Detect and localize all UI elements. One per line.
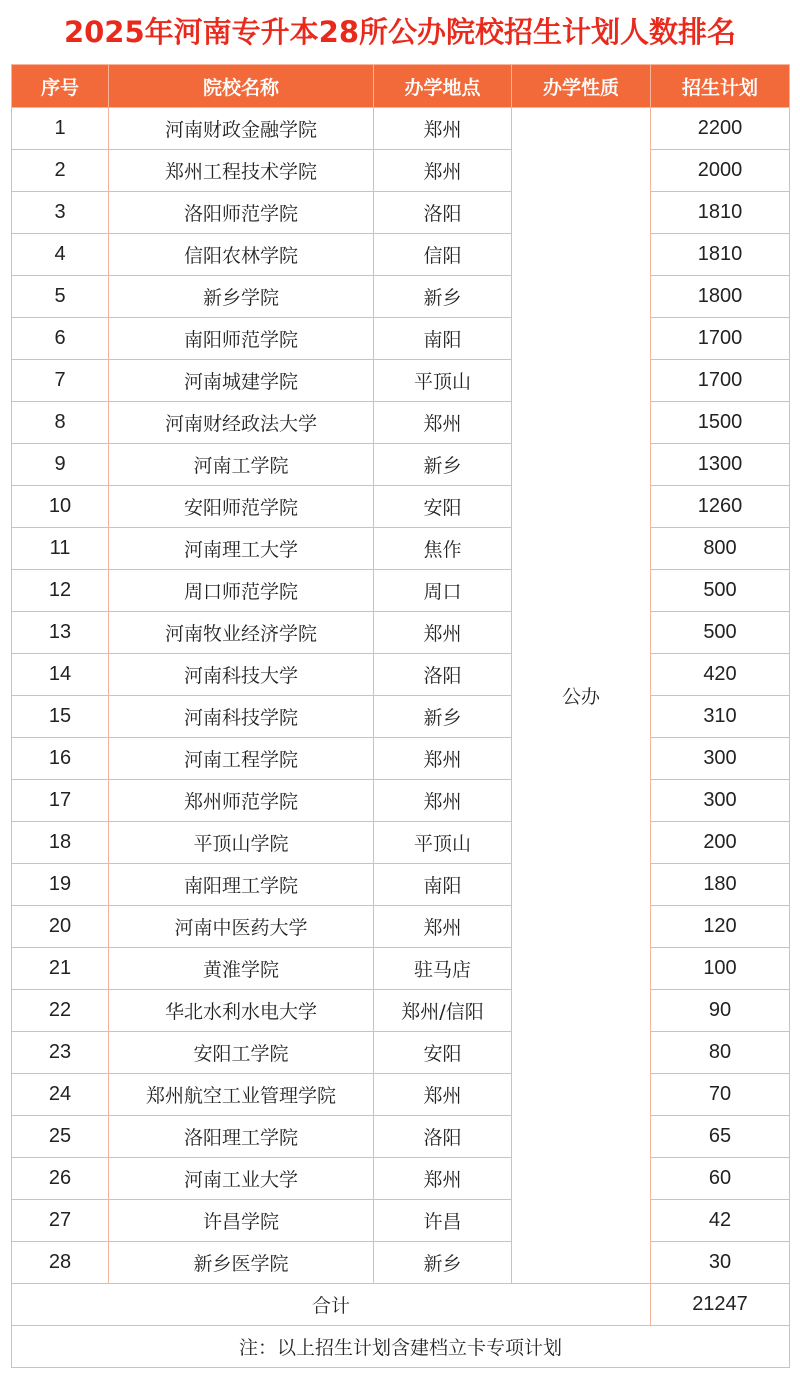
table-row xyxy=(12,780,790,822)
row-school-name: 洛阳理工学院 xyxy=(109,1116,374,1158)
row-location: 洛阳 xyxy=(374,1116,512,1158)
row-plan: 1700 xyxy=(651,360,790,402)
row-plan: 65 xyxy=(651,1116,790,1158)
row-no: 16 xyxy=(12,738,109,780)
row-no: 14 xyxy=(12,654,109,696)
row-location: 郑州 xyxy=(374,402,512,444)
row-no: 28 xyxy=(12,1242,109,1284)
row-location: 信阳 xyxy=(374,234,512,276)
row-plan: 60 xyxy=(651,1158,790,1200)
header-plan: 招生计划 xyxy=(651,65,790,108)
row-plan: 30 xyxy=(651,1242,790,1284)
table-row xyxy=(12,696,790,738)
row-school-name: 平顶山学院 xyxy=(109,822,374,864)
row-location: 郑州 xyxy=(374,1074,512,1116)
row-school-name: 河南理工大学 xyxy=(109,528,374,570)
row-location: 许昌 xyxy=(374,1200,512,1242)
row-school-name: 华北水利水电大学 xyxy=(109,990,374,1032)
table-row xyxy=(12,864,790,906)
row-school-name: 郑州工程技术学院 xyxy=(109,150,374,192)
row-no: 7 xyxy=(12,360,109,402)
table-row xyxy=(12,1074,790,1116)
table-header-row xyxy=(12,65,790,108)
table-row xyxy=(12,654,790,696)
row-plan: 1260 xyxy=(651,486,790,528)
table-row xyxy=(12,822,790,864)
row-location: 平顶山 xyxy=(374,360,512,402)
row-no: 6 xyxy=(12,318,109,360)
row-school-name: 河南财经政法大学 xyxy=(109,402,374,444)
row-school-name: 新乡学院 xyxy=(109,276,374,318)
row-school-name: 黄淮学院 xyxy=(109,948,374,990)
row-location: 安阳 xyxy=(374,486,512,528)
row-no: 5 xyxy=(12,276,109,318)
row-plan: 800 xyxy=(651,528,790,570)
row-location: 郑州 xyxy=(374,780,512,822)
row-no: 25 xyxy=(12,1116,109,1158)
row-no: 4 xyxy=(12,234,109,276)
row-plan: 200 xyxy=(651,822,790,864)
row-location: 新乡 xyxy=(374,696,512,738)
row-no: 2 xyxy=(12,150,109,192)
row-no: 19 xyxy=(12,864,109,906)
total-label: 合计 xyxy=(12,1284,651,1326)
row-location: 郑州 xyxy=(374,906,512,948)
row-school-name: 信阳农林学院 xyxy=(109,234,374,276)
table-row xyxy=(12,444,790,486)
row-plan: 1800 xyxy=(651,276,790,318)
row-plan: 300 xyxy=(651,780,790,822)
row-no: 18 xyxy=(12,822,109,864)
row-location: 焦作 xyxy=(374,528,512,570)
row-plan: 1810 xyxy=(651,234,790,276)
row-plan: 1500 xyxy=(651,402,790,444)
row-no: 13 xyxy=(12,612,109,654)
row-school-name: 安阳工学院 xyxy=(109,1032,374,1074)
row-school-name: 洛阳师范学院 xyxy=(109,192,374,234)
row-no: 11 xyxy=(12,528,109,570)
total-value: 21247 xyxy=(651,1284,790,1326)
row-plan: 180 xyxy=(651,864,790,906)
table-row xyxy=(12,738,790,780)
table-body xyxy=(12,108,790,1284)
row-no: 10 xyxy=(12,486,109,528)
row-school-name: 河南工业大学 xyxy=(109,1158,374,1200)
table-row xyxy=(12,1116,790,1158)
table-row xyxy=(12,402,790,444)
table-row xyxy=(12,318,790,360)
table-row xyxy=(12,1158,790,1200)
row-school-name: 河南工程学院 xyxy=(109,738,374,780)
row-school-name: 河南中医药大学 xyxy=(109,906,374,948)
row-plan: 500 xyxy=(651,612,790,654)
row-plan: 2000 xyxy=(651,150,790,192)
row-plan: 300 xyxy=(651,738,790,780)
row-location: 郑州 xyxy=(374,150,512,192)
row-location: 驻马店 xyxy=(374,948,512,990)
row-school-name: 新乡医学院 xyxy=(109,1242,374,1284)
header-no: 序号 xyxy=(12,65,109,108)
row-school-name: 郑州航空工业管理学院 xyxy=(109,1074,374,1116)
row-school-name: 周口师范学院 xyxy=(109,570,374,612)
table-row xyxy=(12,276,790,318)
row-plan: 1810 xyxy=(651,192,790,234)
table-row xyxy=(12,1242,790,1284)
row-no: 21 xyxy=(12,948,109,990)
table-row xyxy=(12,360,790,402)
row-school-name: 安阳师范学院 xyxy=(109,486,374,528)
row-plan: 120 xyxy=(651,906,790,948)
row-location: 安阳 xyxy=(374,1032,512,1074)
row-no: 1 xyxy=(12,108,109,150)
table-row xyxy=(12,948,790,990)
row-school-name: 河南牧业经济学院 xyxy=(109,612,374,654)
row-plan: 500 xyxy=(651,570,790,612)
table-row xyxy=(12,1200,790,1242)
enrollment-table xyxy=(11,64,790,1368)
table-row xyxy=(12,570,790,612)
table-row xyxy=(12,612,790,654)
row-no: 17 xyxy=(12,780,109,822)
row-location: 新乡 xyxy=(374,444,512,486)
row-no: 3 xyxy=(12,192,109,234)
header-nature: 办学性质 xyxy=(512,65,651,108)
table-row xyxy=(12,528,790,570)
row-no: 22 xyxy=(12,990,109,1032)
row-location: 郑州 xyxy=(374,108,512,150)
row-plan: 310 xyxy=(651,696,790,738)
row-location: 郑州 xyxy=(374,612,512,654)
row-location: 周口 xyxy=(374,570,512,612)
row-school-name: 郑州师范学院 xyxy=(109,780,374,822)
row-school-name: 河南城建学院 xyxy=(109,360,374,402)
table-row xyxy=(12,1032,790,1074)
row-school-name: 南阳师范学院 xyxy=(109,318,374,360)
row-location: 洛阳 xyxy=(374,192,512,234)
row-no: 27 xyxy=(12,1200,109,1242)
header-location: 办学地点 xyxy=(374,65,512,108)
row-school-name: 许昌学院 xyxy=(109,1200,374,1242)
row-no: 23 xyxy=(12,1032,109,1074)
table-row xyxy=(12,192,790,234)
row-school-name: 河南工学院 xyxy=(109,444,374,486)
row-no: 26 xyxy=(12,1158,109,1200)
row-plan: 2200 xyxy=(651,108,790,150)
table-row xyxy=(12,108,790,150)
row-school-name: 河南科技大学 xyxy=(109,654,374,696)
row-location: 郑州 xyxy=(374,738,512,780)
row-location: 洛阳 xyxy=(374,654,512,696)
row-location: 郑州 xyxy=(374,1158,512,1200)
row-school-name: 南阳理工学院 xyxy=(109,864,374,906)
row-location: 新乡 xyxy=(374,1242,512,1284)
table-row xyxy=(12,150,790,192)
row-plan: 90 xyxy=(651,990,790,1032)
row-school-name: 河南科技学院 xyxy=(109,696,374,738)
row-no: 8 xyxy=(12,402,109,444)
row-no: 9 xyxy=(12,444,109,486)
row-plan: 420 xyxy=(651,654,790,696)
row-no: 24 xyxy=(12,1074,109,1116)
table-row xyxy=(12,486,790,528)
row-plan: 70 xyxy=(651,1074,790,1116)
row-no: 15 xyxy=(12,696,109,738)
row-location: 平顶山 xyxy=(374,822,512,864)
row-location: 郑州/信阳 xyxy=(374,990,512,1032)
row-nature: 公办 xyxy=(512,108,651,1284)
row-school-name: 河南财政金融学院 xyxy=(109,108,374,150)
row-plan: 80 xyxy=(651,1032,790,1074)
note-text: 注：以上招生计划含建档立卡专项计划 xyxy=(12,1326,790,1368)
row-plan: 42 xyxy=(651,1200,790,1242)
row-location: 南阳 xyxy=(374,864,512,906)
row-no: 20 xyxy=(12,906,109,948)
table-row xyxy=(12,906,790,948)
total-row xyxy=(12,1284,790,1326)
page-title: 2025年河南专升本28所公办院校招生计划人数排名 xyxy=(63,15,737,49)
header-school-name: 院校名称 xyxy=(109,65,374,108)
row-plan: 100 xyxy=(651,948,790,990)
table-row xyxy=(12,990,790,1032)
row-location: 新乡 xyxy=(374,276,512,318)
row-plan: 1300 xyxy=(651,444,790,486)
row-no: 12 xyxy=(12,570,109,612)
note-row xyxy=(12,1326,790,1368)
row-plan: 1700 xyxy=(651,318,790,360)
table-row xyxy=(12,234,790,276)
row-location: 南阳 xyxy=(374,318,512,360)
